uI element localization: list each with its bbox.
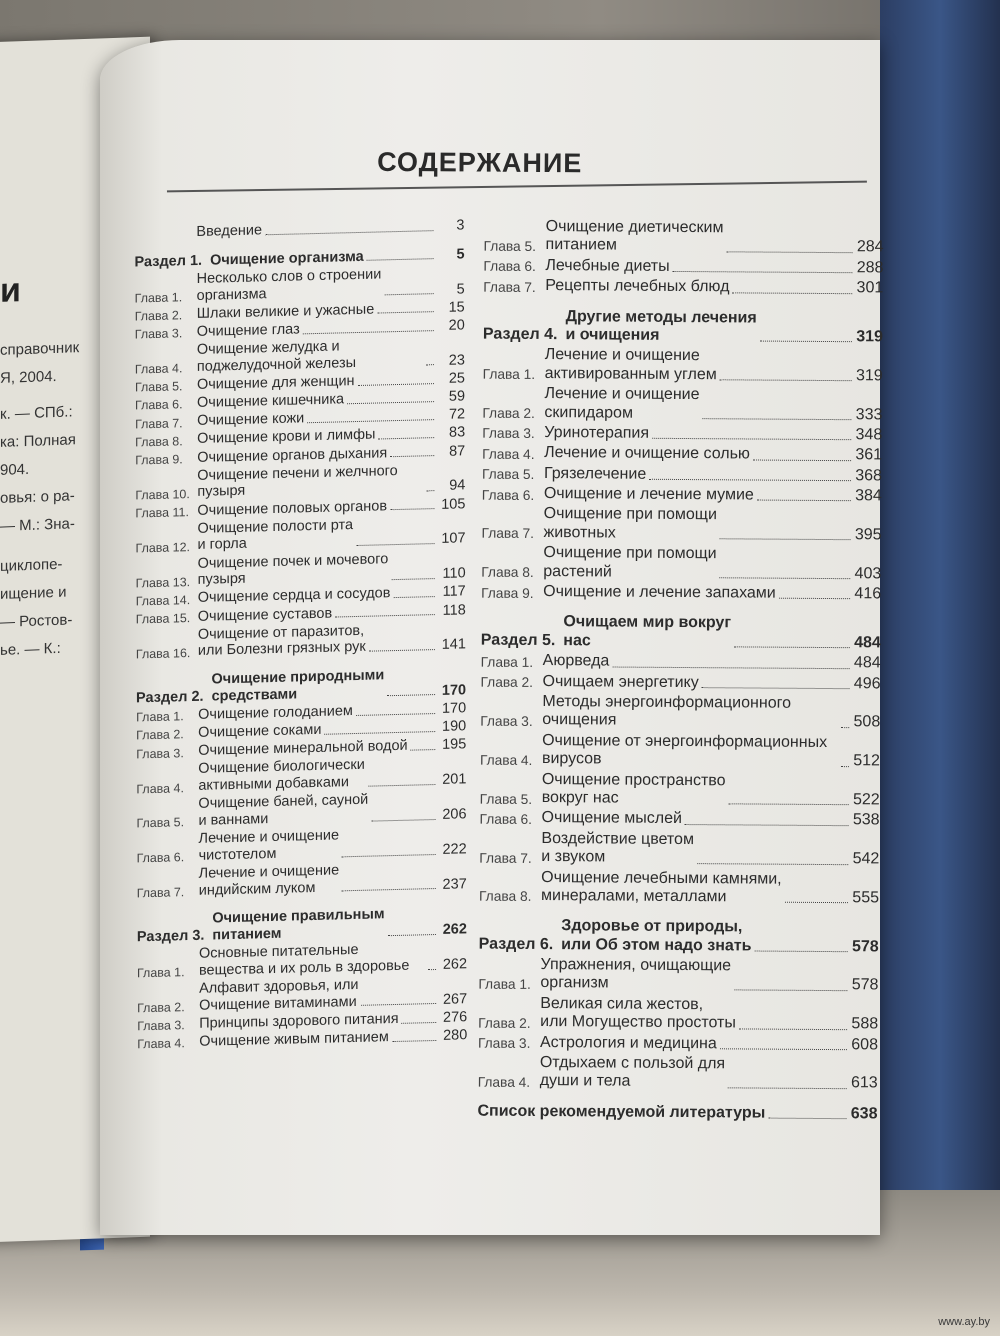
dot-leader bbox=[265, 230, 433, 235]
book-cover-blue bbox=[880, 0, 1000, 1336]
entry-title: Очищение печени и желчного пузыря bbox=[197, 462, 398, 501]
dot-leader bbox=[426, 365, 434, 366]
dot-leader bbox=[428, 969, 436, 970]
entry-page-number: 508 bbox=[853, 713, 881, 731]
entry-label: Глава 4. bbox=[137, 1036, 185, 1052]
entry-page-number: 87 bbox=[449, 442, 466, 460]
entry-page-number: 5 bbox=[456, 280, 465, 298]
toc-right-column bbox=[477, 218, 883, 1126]
adjacent-page-text: — Ростов- bbox=[0, 611, 73, 631]
entry-title: Очищение половых органов bbox=[197, 497, 388, 519]
entry-page-number: 23 bbox=[448, 352, 465, 369]
entry-label: Глава 9. bbox=[135, 452, 183, 468]
toc-chapter bbox=[136, 620, 466, 661]
entry-title: Очищение глаз bbox=[196, 321, 300, 340]
toc-page bbox=[100, 40, 884, 1235]
entry-title: Принципы здорового питания bbox=[199, 1010, 399, 1032]
dot-leader bbox=[719, 577, 850, 579]
entry-page-number: 222 bbox=[442, 841, 467, 858]
entry-label: Глава 5. bbox=[483, 238, 537, 254]
entry-label: Глава 2. bbox=[137, 1000, 185, 1016]
toc-chapter bbox=[478, 994, 878, 1034]
dot-leader bbox=[754, 951, 847, 953]
entry-title: Очищение живым питанием bbox=[199, 1029, 389, 1050]
dot-leader bbox=[358, 383, 434, 386]
adjacent-page-text: ищение и bbox=[0, 583, 67, 603]
toc-section bbox=[483, 307, 883, 347]
entry-title: Очищение от энергоинформационных вирусов bbox=[541, 731, 828, 768]
entry-label: Раздел 5. bbox=[480, 631, 556, 649]
adjacent-page-text: к. — СПб.: bbox=[0, 403, 73, 423]
dot-leader bbox=[652, 438, 851, 440]
entry-label: Глава 4. bbox=[136, 780, 184, 796]
entry-page-number: 5 bbox=[456, 246, 465, 263]
entry-label: Глава 4. bbox=[134, 361, 183, 377]
dot-leader bbox=[757, 500, 851, 502]
dot-leader bbox=[368, 784, 435, 787]
entry-page-number: 484 bbox=[854, 634, 881, 652]
toc-chapter bbox=[480, 693, 880, 733]
entry-label: Глава 5. bbox=[481, 466, 535, 483]
dot-leader bbox=[732, 292, 852, 294]
entry-label: Глава 1. bbox=[136, 965, 185, 981]
entry-page-number: 20 bbox=[448, 317, 465, 334]
dot-leader bbox=[841, 727, 849, 728]
toc-chapter bbox=[484, 218, 884, 258]
entry-title: Здоровье от природы, или Об этом надо знать bbox=[561, 917, 752, 955]
toc-chapter bbox=[482, 464, 882, 485]
entry-title: Другие методы лечения и очищения bbox=[565, 307, 757, 344]
toc-chapter bbox=[480, 672, 880, 693]
entry-title: Очищение полости рта и горла bbox=[197, 516, 354, 554]
entry-label: Глава 16. bbox=[135, 645, 191, 662]
entry-title: Рецепты лечебных блюд bbox=[545, 277, 730, 296]
toc-chapter bbox=[478, 1054, 878, 1094]
adjacent-page-text: овья: о ра- bbox=[0, 487, 75, 507]
entry-label: Глава 10. bbox=[135, 486, 190, 503]
dot-leader bbox=[369, 649, 435, 652]
dot-leader bbox=[768, 1118, 846, 1120]
dot-leader bbox=[402, 1022, 437, 1024]
entry-page-number: 170 bbox=[441, 682, 467, 699]
entry-label: Раздел 6. bbox=[478, 935, 554, 953]
entry-page-number: 542 bbox=[852, 850, 880, 868]
dot-leader bbox=[342, 854, 436, 857]
entry-page-number: 588 bbox=[851, 1015, 879, 1033]
toc-chapter bbox=[137, 859, 467, 900]
dot-leader bbox=[411, 749, 436, 751]
toc-chapter bbox=[481, 583, 881, 604]
title-rule bbox=[167, 181, 867, 193]
entry-page-number: 107 bbox=[441, 530, 466, 548]
dot-leader bbox=[387, 695, 435, 697]
entry-label: Глава 9. bbox=[481, 585, 534, 601]
entry-label: Раздел 1. bbox=[134, 252, 203, 271]
entry-label: Глава 6. bbox=[481, 487, 535, 503]
dot-leader bbox=[720, 379, 852, 381]
entry-label: Глава 2. bbox=[478, 1015, 531, 1031]
toc-chapter bbox=[483, 346, 883, 386]
dot-leader bbox=[392, 1040, 436, 1042]
entry-title: Очищение крови и лимфы bbox=[197, 426, 376, 448]
entry-label: Глава 12. bbox=[135, 539, 191, 556]
adjacent-page-heading: и bbox=[0, 271, 21, 310]
entry-title: Очищение органов дыхания bbox=[197, 444, 388, 466]
entry-page-number: 83 bbox=[449, 424, 466, 442]
adjacent-page-text: Я, 2004. bbox=[0, 367, 57, 387]
dot-leader bbox=[760, 341, 852, 343]
entry-title: Упражнения, очищающие организм bbox=[540, 956, 732, 992]
dot-leader bbox=[728, 804, 848, 806]
toc-left-column bbox=[134, 217, 467, 1053]
entry-page-number: 578 bbox=[851, 976, 879, 994]
entry-title: Очищаем мир вокруг нас bbox=[563, 613, 732, 650]
entry-title: Очищение при помощи растений bbox=[543, 544, 717, 581]
toc-chapter bbox=[483, 256, 883, 277]
toc-section bbox=[477, 1102, 877, 1123]
toc-chapter bbox=[480, 770, 880, 810]
entry-title: Воздействие цветом и звуком bbox=[541, 829, 695, 866]
entry-page-number: 105 bbox=[441, 495, 466, 513]
entry-page-number: 15 bbox=[448, 299, 465, 316]
entry-label: Глава 7. bbox=[136, 885, 185, 901]
entry-title: Аюрведа bbox=[542, 652, 610, 670]
toc-chapter bbox=[478, 1033, 878, 1054]
entry-title: Очищение сердца и сосудов bbox=[197, 585, 391, 607]
entry-page-number: 384 bbox=[855, 487, 882, 505]
entry-title: Очищение почек и мочевого пузыря bbox=[197, 550, 389, 589]
entry-label: Глава 1. bbox=[480, 654, 534, 670]
dot-leader bbox=[720, 539, 851, 541]
entry-page-number: 280 bbox=[443, 1027, 468, 1044]
entry-title: Лечение и очищение активированным углем bbox=[544, 346, 717, 383]
entry-page-number: 237 bbox=[442, 875, 467, 893]
entry-title: Очищение минеральной водой bbox=[198, 738, 408, 760]
toc-chapter bbox=[480, 731, 880, 771]
dot-leader bbox=[739, 1028, 847, 1030]
dot-leader bbox=[307, 419, 434, 423]
toc-chapter bbox=[479, 868, 879, 908]
entry-label: Глава 2. bbox=[136, 727, 184, 743]
entry-page-number: 3 bbox=[456, 217, 465, 234]
entry-title: Очищение природными средствами bbox=[211, 667, 385, 705]
entry-title: Отдыхаем с пользой для души и тела bbox=[539, 1054, 726, 1091]
dot-leader bbox=[377, 312, 433, 314]
toc-section bbox=[479, 917, 879, 957]
dot-leader bbox=[649, 479, 851, 481]
entry-title: Очищение голоданием bbox=[198, 703, 353, 723]
page-title: СОДЕРЖАНИЕ bbox=[377, 146, 583, 179]
entry-title: Очищение и лечение запахами bbox=[543, 583, 776, 602]
entry-title: Очищение кожи bbox=[197, 410, 305, 430]
dot-leader bbox=[734, 647, 850, 649]
dot-leader bbox=[426, 490, 434, 491]
entry-label: Глава 7. bbox=[479, 850, 532, 866]
entry-title: Очищение пространство вокруг нас bbox=[541, 770, 726, 807]
entry-page-number: 555 bbox=[852, 889, 880, 907]
entry-label: Глава 1. bbox=[482, 366, 536, 383]
entry-page-number: 395 bbox=[854, 526, 882, 544]
dot-leader bbox=[734, 989, 847, 991]
entry-page-number: 301 bbox=[856, 279, 884, 297]
adjacent-page-text: циклопе- bbox=[0, 555, 63, 575]
entry-page-number: 578 bbox=[851, 937, 879, 956]
entry-page-number: 319 bbox=[856, 328, 884, 346]
entry-page-number: 276 bbox=[442, 1009, 468, 1026]
entry-title: Очищение кишечника bbox=[196, 391, 345, 411]
dot-leader bbox=[390, 455, 434, 457]
entry-page-number: 348 bbox=[855, 426, 883, 444]
entry-title: Алфавит здоровья, или Очищение витаминами bbox=[199, 976, 359, 1014]
entry-title: Очищение баней, сауной и ваннами bbox=[198, 792, 369, 829]
entry-title: Очищение при помощи животных bbox=[543, 505, 717, 542]
dot-leader bbox=[390, 508, 434, 510]
entry-title: Лечение и очищение чистотелом bbox=[198, 827, 340, 864]
entry-title: Уринотерапия bbox=[544, 423, 650, 442]
entry-title: Основные питательные вещества и их роль в здоровье bbox=[198, 942, 410, 979]
entry-title: Лечение и очищение скипидаром bbox=[544, 385, 700, 422]
entry-page-number: 72 bbox=[448, 406, 466, 423]
toc-chapter bbox=[482, 505, 882, 545]
entry-label: Глава 2. bbox=[482, 405, 535, 422]
entry-page-number: 538 bbox=[852, 811, 880, 829]
dot-leader bbox=[726, 251, 852, 253]
adjacent-page-text: ье. — К.: bbox=[0, 639, 61, 659]
entry-title: Лечебные диеты bbox=[545, 256, 670, 275]
dot-leader bbox=[612, 666, 849, 669]
dot-leader bbox=[384, 293, 433, 295]
toc-chapter bbox=[483, 277, 883, 298]
entry-page-number: 118 bbox=[442, 601, 466, 619]
entry-label: Глава 3. bbox=[136, 745, 184, 762]
entry-label bbox=[134, 241, 196, 243]
entry-title: Очищаем энергетику bbox=[542, 672, 699, 691]
entry-page-number: 522 bbox=[852, 791, 880, 809]
dot-leader bbox=[324, 731, 435, 735]
dot-leader bbox=[378, 437, 434, 439]
entry-page-number: 512 bbox=[853, 752, 881, 770]
dot-leader bbox=[779, 598, 850, 599]
entry-page-number: 613 bbox=[850, 1074, 878, 1092]
dot-leader bbox=[728, 1087, 847, 1089]
toc-chapter bbox=[479, 829, 879, 869]
entry-title: Очищение диетическим питанием bbox=[545, 218, 724, 254]
dot-leader bbox=[342, 888, 436, 891]
entry-label: Глава 3. bbox=[480, 713, 533, 729]
dot-leader bbox=[367, 259, 434, 262]
entry-page-number: 262 bbox=[442, 921, 467, 938]
entry-title: Методы энергоинформационного очищения bbox=[542, 693, 792, 729]
entry-page-number: 170 bbox=[441, 700, 467, 717]
entry-title: Очищение и лечение мумие bbox=[543, 485, 754, 504]
entry-label: Глава 3. bbox=[134, 326, 183, 342]
entry-page-number: 206 bbox=[442, 806, 467, 823]
entry-title: Шлаки великие и ужасные bbox=[196, 301, 375, 322]
entry-title: Очищение для женщин bbox=[196, 372, 355, 393]
dot-leader bbox=[362, 1003, 437, 1006]
entry-page-number: 484 bbox=[853, 654, 881, 672]
entry-label: Глава 5. bbox=[134, 379, 183, 395]
entry-label: Глава 1. bbox=[134, 290, 183, 306]
toc-chapter bbox=[482, 485, 882, 506]
entry-title: Очищение правильным питанием bbox=[212, 906, 385, 944]
toc-intro bbox=[134, 217, 464, 242]
entry-label: Глава 6. bbox=[134, 397, 183, 413]
entry-label: Глава 6. bbox=[136, 850, 185, 866]
entry-title: Очищение организма bbox=[210, 248, 364, 269]
entry-label: Глава 7. bbox=[135, 415, 183, 431]
dot-leader bbox=[702, 687, 850, 689]
dot-leader bbox=[673, 271, 853, 273]
entry-page-number: 190 bbox=[441, 718, 467, 736]
entry-label: Глава 14. bbox=[135, 592, 191, 609]
dot-leader bbox=[685, 824, 849, 826]
entry-page-number: 608 bbox=[851, 1035, 879, 1054]
entry-label: Глава 1. bbox=[136, 709, 184, 725]
watermark: www.ay.by bbox=[938, 1316, 990, 1328]
entry-label: Глава 4. bbox=[477, 1074, 531, 1090]
dot-leader bbox=[784, 902, 848, 903]
adjacent-page-text: справочник bbox=[0, 339, 80, 359]
entry-label: Глава 6. bbox=[479, 811, 533, 827]
entry-label: Раздел 4. bbox=[482, 325, 558, 344]
toc-chapter bbox=[482, 385, 882, 425]
entry-label: Раздел 2. bbox=[136, 688, 204, 707]
entry-label: Глава 6. bbox=[483, 258, 536, 275]
dot-leader bbox=[393, 596, 434, 598]
entry-label: Глава 7. bbox=[481, 526, 535, 542]
entry-title: Лечение и очищение солью bbox=[544, 444, 751, 463]
dot-leader bbox=[335, 614, 435, 617]
entry-page-number: 319 bbox=[855, 366, 883, 385]
entry-title: Очищение лечебными камнями, минералами, металлами bbox=[540, 868, 782, 906]
dot-leader bbox=[347, 401, 434, 404]
dot-leader bbox=[720, 1048, 847, 1050]
entry-page-number: 416 bbox=[854, 585, 882, 603]
dot-leader bbox=[371, 819, 435, 822]
entry-label: Глава 3. bbox=[477, 1035, 531, 1052]
entry-page-number: 284 bbox=[856, 238, 884, 256]
entry-title: Очищение мыслей bbox=[541, 809, 683, 828]
entry-title: Введение bbox=[196, 222, 263, 240]
entry-page-number: 496 bbox=[853, 674, 881, 692]
entry-page-number: 117 bbox=[442, 583, 466, 601]
dot-leader bbox=[356, 543, 434, 546]
toc-section bbox=[481, 613, 881, 653]
dot-leader bbox=[841, 766, 849, 767]
toc-chapter bbox=[481, 652, 881, 673]
dot-leader bbox=[303, 330, 434, 334]
entry-label: Глава 8. bbox=[481, 564, 534, 581]
entry-page-number: 267 bbox=[442, 990, 468, 1008]
entry-page-number: 59 bbox=[448, 388, 466, 405]
entry-title: Несколько слов о строении организма bbox=[196, 266, 382, 304]
entry-title: Очищение суставов bbox=[197, 605, 333, 625]
entry-page-number: 94 bbox=[449, 477, 466, 495]
entry-page-number: 403 bbox=[854, 564, 882, 583]
entry-label: Глава 2. bbox=[134, 308, 183, 324]
dot-leader bbox=[356, 713, 435, 716]
toc-chapter bbox=[481, 544, 881, 584]
entry-label: Глава 1. bbox=[478, 976, 531, 992]
entry-page-number: 25 bbox=[448, 370, 466, 387]
adjacent-page-text: 904. bbox=[0, 460, 30, 479]
entry-title: Лечение и очищение индийским луком bbox=[198, 862, 340, 899]
entry-title: Очищение от паразитов, или Болезни грязных рук bbox=[197, 622, 366, 660]
entry-label: Глава 2. bbox=[480, 674, 534, 691]
entry-label: Глава 4. bbox=[482, 446, 535, 462]
entry-page-number: 333 bbox=[855, 405, 883, 423]
entry-label: Глава 3. bbox=[137, 1018, 185, 1034]
entry-page-number: 361 bbox=[855, 446, 883, 464]
entry-page-number: 638 bbox=[850, 1104, 878, 1123]
entry-title: Грязелечение bbox=[543, 464, 647, 483]
entry-page-number: 368 bbox=[855, 466, 883, 485]
dot-leader bbox=[391, 578, 434, 580]
entry-title: Очищение желудка и поджелудочной железы bbox=[196, 338, 357, 375]
entry-page-number: 195 bbox=[442, 736, 467, 754]
dot-leader bbox=[697, 863, 848, 865]
entry-title: Список рекомендуемой литературы bbox=[477, 1102, 766, 1122]
entry-label: Раздел 3. bbox=[136, 927, 205, 946]
entry-title: Астрология и медицина bbox=[539, 1033, 717, 1052]
entry-page-number: 262 bbox=[442, 956, 468, 973]
toc-chapter bbox=[478, 956, 878, 996]
dot-leader bbox=[702, 418, 851, 420]
entry-title: Очищение биологически активными добавками bbox=[198, 757, 365, 794]
dot-leader bbox=[753, 459, 851, 461]
entry-label: Глава 13. bbox=[135, 574, 191, 590]
dot-leader bbox=[388, 934, 436, 936]
entry-page-number: 110 bbox=[442, 565, 466, 583]
entry-label: Глава 7. bbox=[483, 279, 536, 295]
adjacent-page-text: ка: Полная bbox=[0, 431, 76, 451]
entry-page-number: 201 bbox=[442, 771, 467, 789]
toc-chapter bbox=[482, 444, 882, 465]
entry-label: Глава 15. bbox=[135, 611, 191, 627]
entry-label: Глава 5. bbox=[479, 791, 533, 807]
entry-label: Глава 8. bbox=[135, 433, 183, 450]
entry-page-number: 141 bbox=[441, 636, 466, 654]
entry-label: Глава 11. bbox=[135, 505, 189, 521]
entry-label: Глава 4. bbox=[479, 752, 533, 768]
entry-label: Глава 8. bbox=[478, 889, 532, 905]
entry-label: Глава 5. bbox=[136, 815, 185, 831]
toc-chapter bbox=[480, 809, 880, 830]
entry-title: Очищение соками bbox=[198, 721, 322, 741]
adjacent-page-text: — М.: Зна- bbox=[0, 515, 75, 535]
entry-label: Глава 3. bbox=[482, 426, 535, 442]
entry-page-number: 288 bbox=[856, 259, 884, 277]
entry-title: Великая сила жестов, или Могущество простоты bbox=[540, 994, 736, 1032]
toc-chapter bbox=[482, 424, 882, 445]
